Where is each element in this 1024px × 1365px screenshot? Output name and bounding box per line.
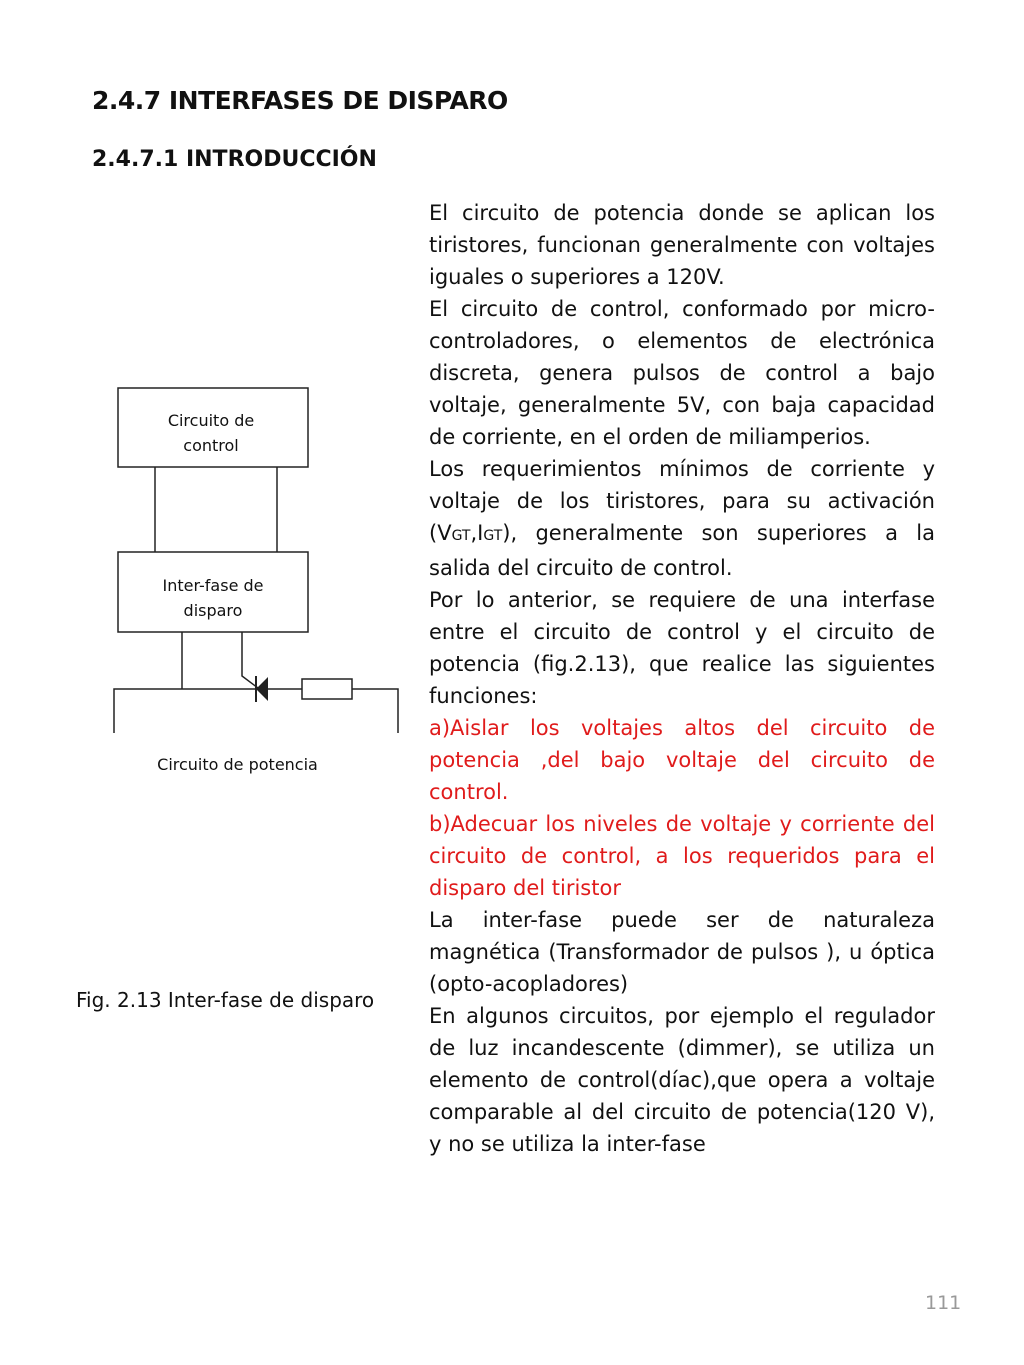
page-number: 111 xyxy=(925,1292,962,1314)
control-circuit-label: Circuito de control xyxy=(167,411,255,455)
paragraph-requirements xyxy=(429,453,935,584)
paragraph-control: El circuito de control, conformado por micro-controladores, o elementos de electrónica discreta, genera pulsos de control a bajo voltaje, generalmente 5V, con baja capacidad de corriente, en el orden de miliamperios. xyxy=(429,297,935,449)
paragraph-functions: Por lo anterior, se requiere de una interfase entre el circuito de control y el circuito de potencia (fig.2.13), que realice las siguientes funciones: xyxy=(429,588,935,708)
thyristor-icon xyxy=(256,677,268,701)
function-a: a)Aislar los voltajes altos del circuito de potencia ,del bajo voltaje del circuito de control. xyxy=(429,716,935,804)
power-line-right xyxy=(352,689,398,733)
vgt-subscript: GT xyxy=(451,528,471,544)
requirements-start: Los requerimientos mínimos de corriente y voltaje de los tiristores, para su activación (V xyxy=(429,457,935,545)
power-circuit-label: Circuito de potencia xyxy=(157,755,318,774)
power-circuit-line xyxy=(114,689,256,733)
paragraph-nature: La inter-fase puede ser de naturaleza magnética (Transformador de pulsos ), u óptica (opto-acopladores) xyxy=(429,908,935,996)
figure-caption: Fig. 2.13 Inter-fase de disparo xyxy=(76,988,375,1012)
section-title: 2.4.7 INTERFASES DE DISPARO xyxy=(92,86,508,115)
paragraph-dimmer: En algunos circuitos, por ejemplo el regulador de luz incandescente (dimmer), se utiliza un elemento de control(díac),que opera a voltaje comparable al del circuito de potencia(120 V), y no se utiliza la inter-fase xyxy=(429,1004,935,1156)
body-text xyxy=(429,197,935,1160)
interface-diagram xyxy=(0,0,420,760)
interface-label: Inter-fase de disparo xyxy=(162,576,264,620)
requirements-mid: ,I xyxy=(470,521,484,545)
resistor-icon xyxy=(302,679,352,699)
subsection-title: 2.4.7.1 INTRODUCCIÓN xyxy=(92,147,377,172)
igt-subscript: GT xyxy=(483,528,503,544)
requirements-end: ), generalmente son superiores a la salida del circuito de control. xyxy=(429,521,935,580)
paragraph-intro: El circuito de potencia donde se aplican los tiristores, funcionan generalmente con voltajes iguales o superiores a 120V. xyxy=(429,201,935,289)
function-b: b)Adecuar los niveles de voltaje y corriente del circuito de control, a los requeridos para el disparo del tiristor xyxy=(429,812,935,900)
